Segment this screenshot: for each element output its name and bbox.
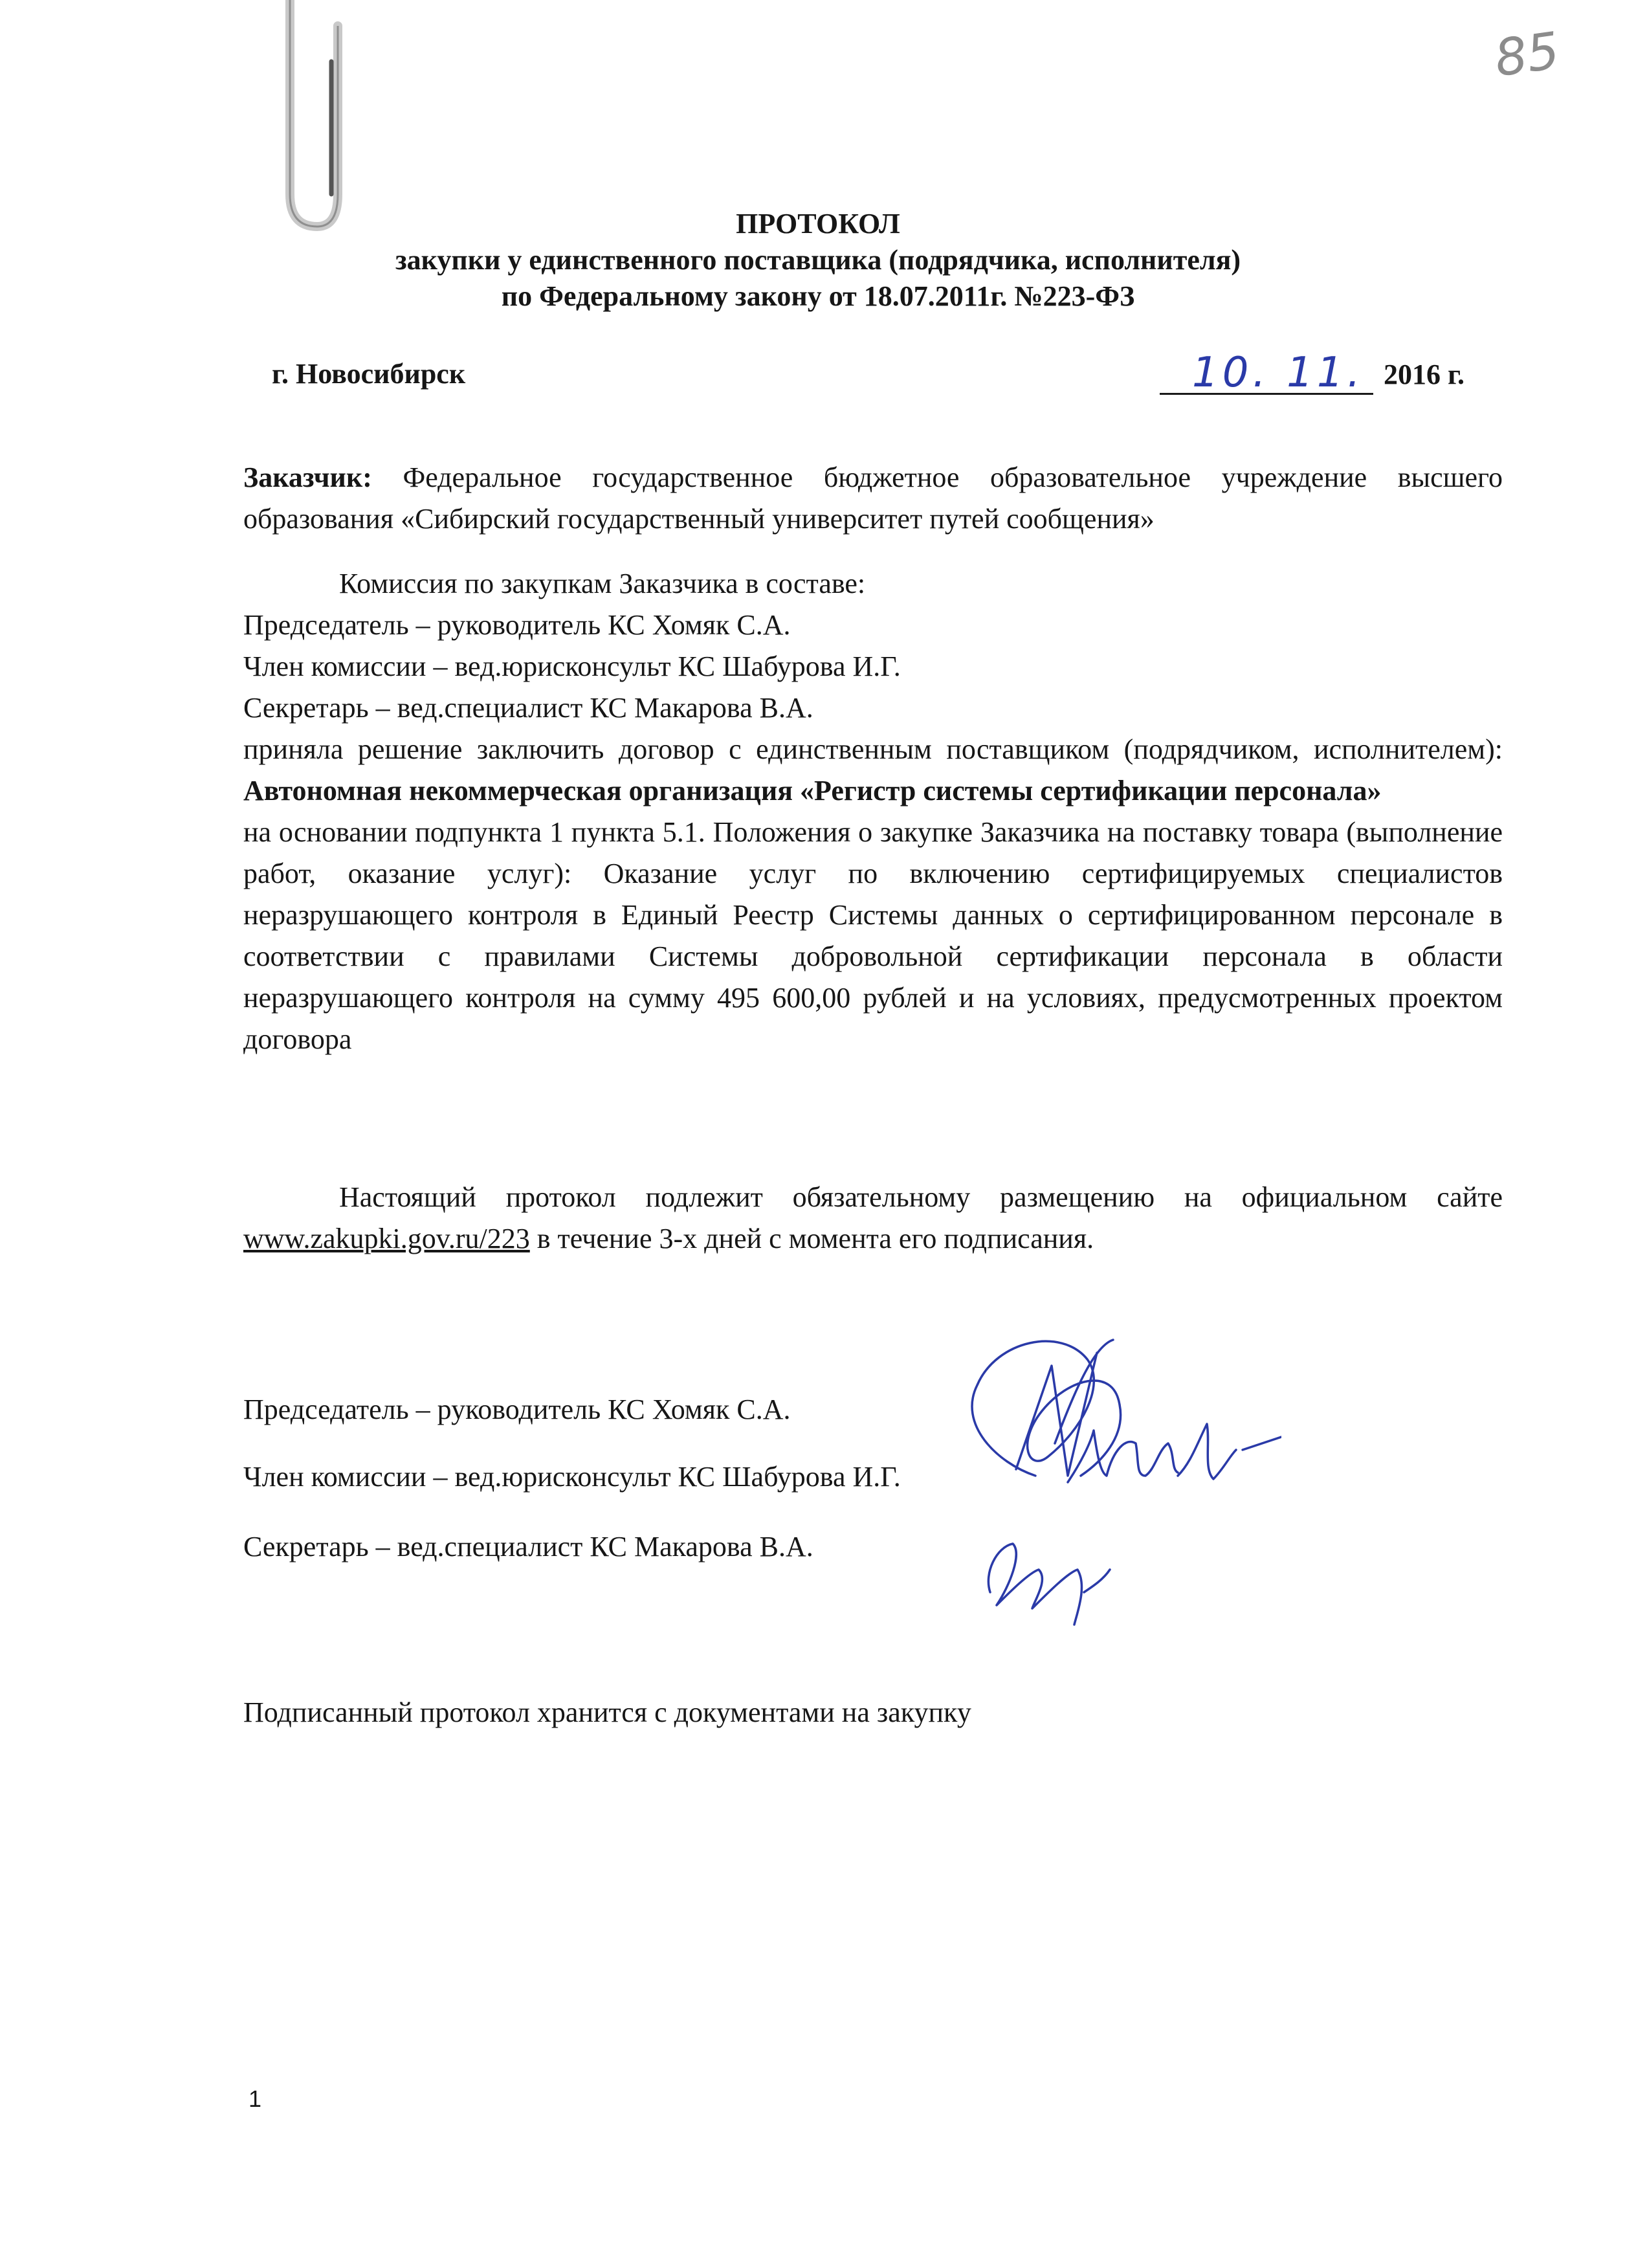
publication-paragraph xyxy=(243,1177,1503,1260)
handwritten-signatures xyxy=(919,1314,1281,1657)
city: г. Новосибирск xyxy=(272,358,466,390)
handwritten-sheet-number: 85 xyxy=(1491,21,1564,89)
customer-label: Заказчик: xyxy=(243,461,372,493)
handwritten-date: 10. 11. xyxy=(1192,349,1364,397)
footer-note: Подписанный протокол хранится с документами на закупку xyxy=(243,1696,971,1728)
signatory-member: Член комиссии – вед.юрисконсульт КС Шабурова И.Г. xyxy=(243,1461,901,1493)
publication-text-after: в течение 3-х дней с момента его подписания. xyxy=(529,1223,1094,1254)
date-year: 2016 г. xyxy=(1384,359,1465,390)
page-number: 1 xyxy=(249,2085,262,2112)
commission-member: Член комиссии – вед.юрисконсульт КС Шабурова И.Г. xyxy=(243,650,901,682)
basis-paragraph: на основании подпункта 1 пункта 5.1. Положения о закупке Заказчика на поставку товара (выполнение работ, оказание услуг): Оказание услуг по включению сертифицируемых специалистов неразрушающего контроля в Единый Реестр Системы данных о сертифицированном персонале в соответствии с правилами Системы добровольной сертификации персонала в области неразрушающего контроля на сумму 495 600,00 рублей и на условиях, предусмотренных проектом договора xyxy=(243,816,1503,1055)
commission-member: Секретарь – вед.специалист КС Макарова В.А. xyxy=(243,692,813,724)
decision-paragraph xyxy=(243,729,1503,812)
page-title: ПРОТОКОЛ xyxy=(736,208,900,239)
signatory-chairman: Председатель – руководитель КС Хомяк С.А. xyxy=(243,1394,791,1425)
commission-member: Председатель – руководитель КС Хомяк С.А. xyxy=(243,609,791,641)
customer-text: Федеральное государственное бюджетное образовательное учреждение высшего образования «Сибирский государственный университет путей сообщения» xyxy=(243,461,1503,535)
publication-text: Настоящий протокол подлежит обязательному размещению на официальном сайте xyxy=(339,1181,1503,1213)
date-field xyxy=(1153,349,1496,398)
customer-paragraph xyxy=(243,457,1503,540)
title-block xyxy=(0,206,1636,315)
paper-clip-icon xyxy=(278,0,343,239)
subtitle-line-1: закупки у единственного поставщика (подрядчика, исполнителя) xyxy=(395,244,1241,276)
commission-intro: Комиссия по закупкам Заказчика в составе: xyxy=(339,568,866,599)
decision-text: приняла решение заключить договор с единственным поставщиком (подрядчиком, исполнителем): xyxy=(243,733,1503,765)
zakupki-link[interactable]: www.zakupki.gov.ru/223 xyxy=(243,1223,530,1254)
signatory-secretary: Секретарь – вед.специалист КС Макарова В.А. xyxy=(243,1531,813,1562)
commission-block xyxy=(243,563,1503,1060)
subtitle-line-2: по Федеральному закону от 18.07.2011г. №223-ФЗ xyxy=(501,280,1135,312)
supplier-name: Автономная некоммерческая организация «Регистр системы сертификации персонала» xyxy=(243,775,1382,806)
